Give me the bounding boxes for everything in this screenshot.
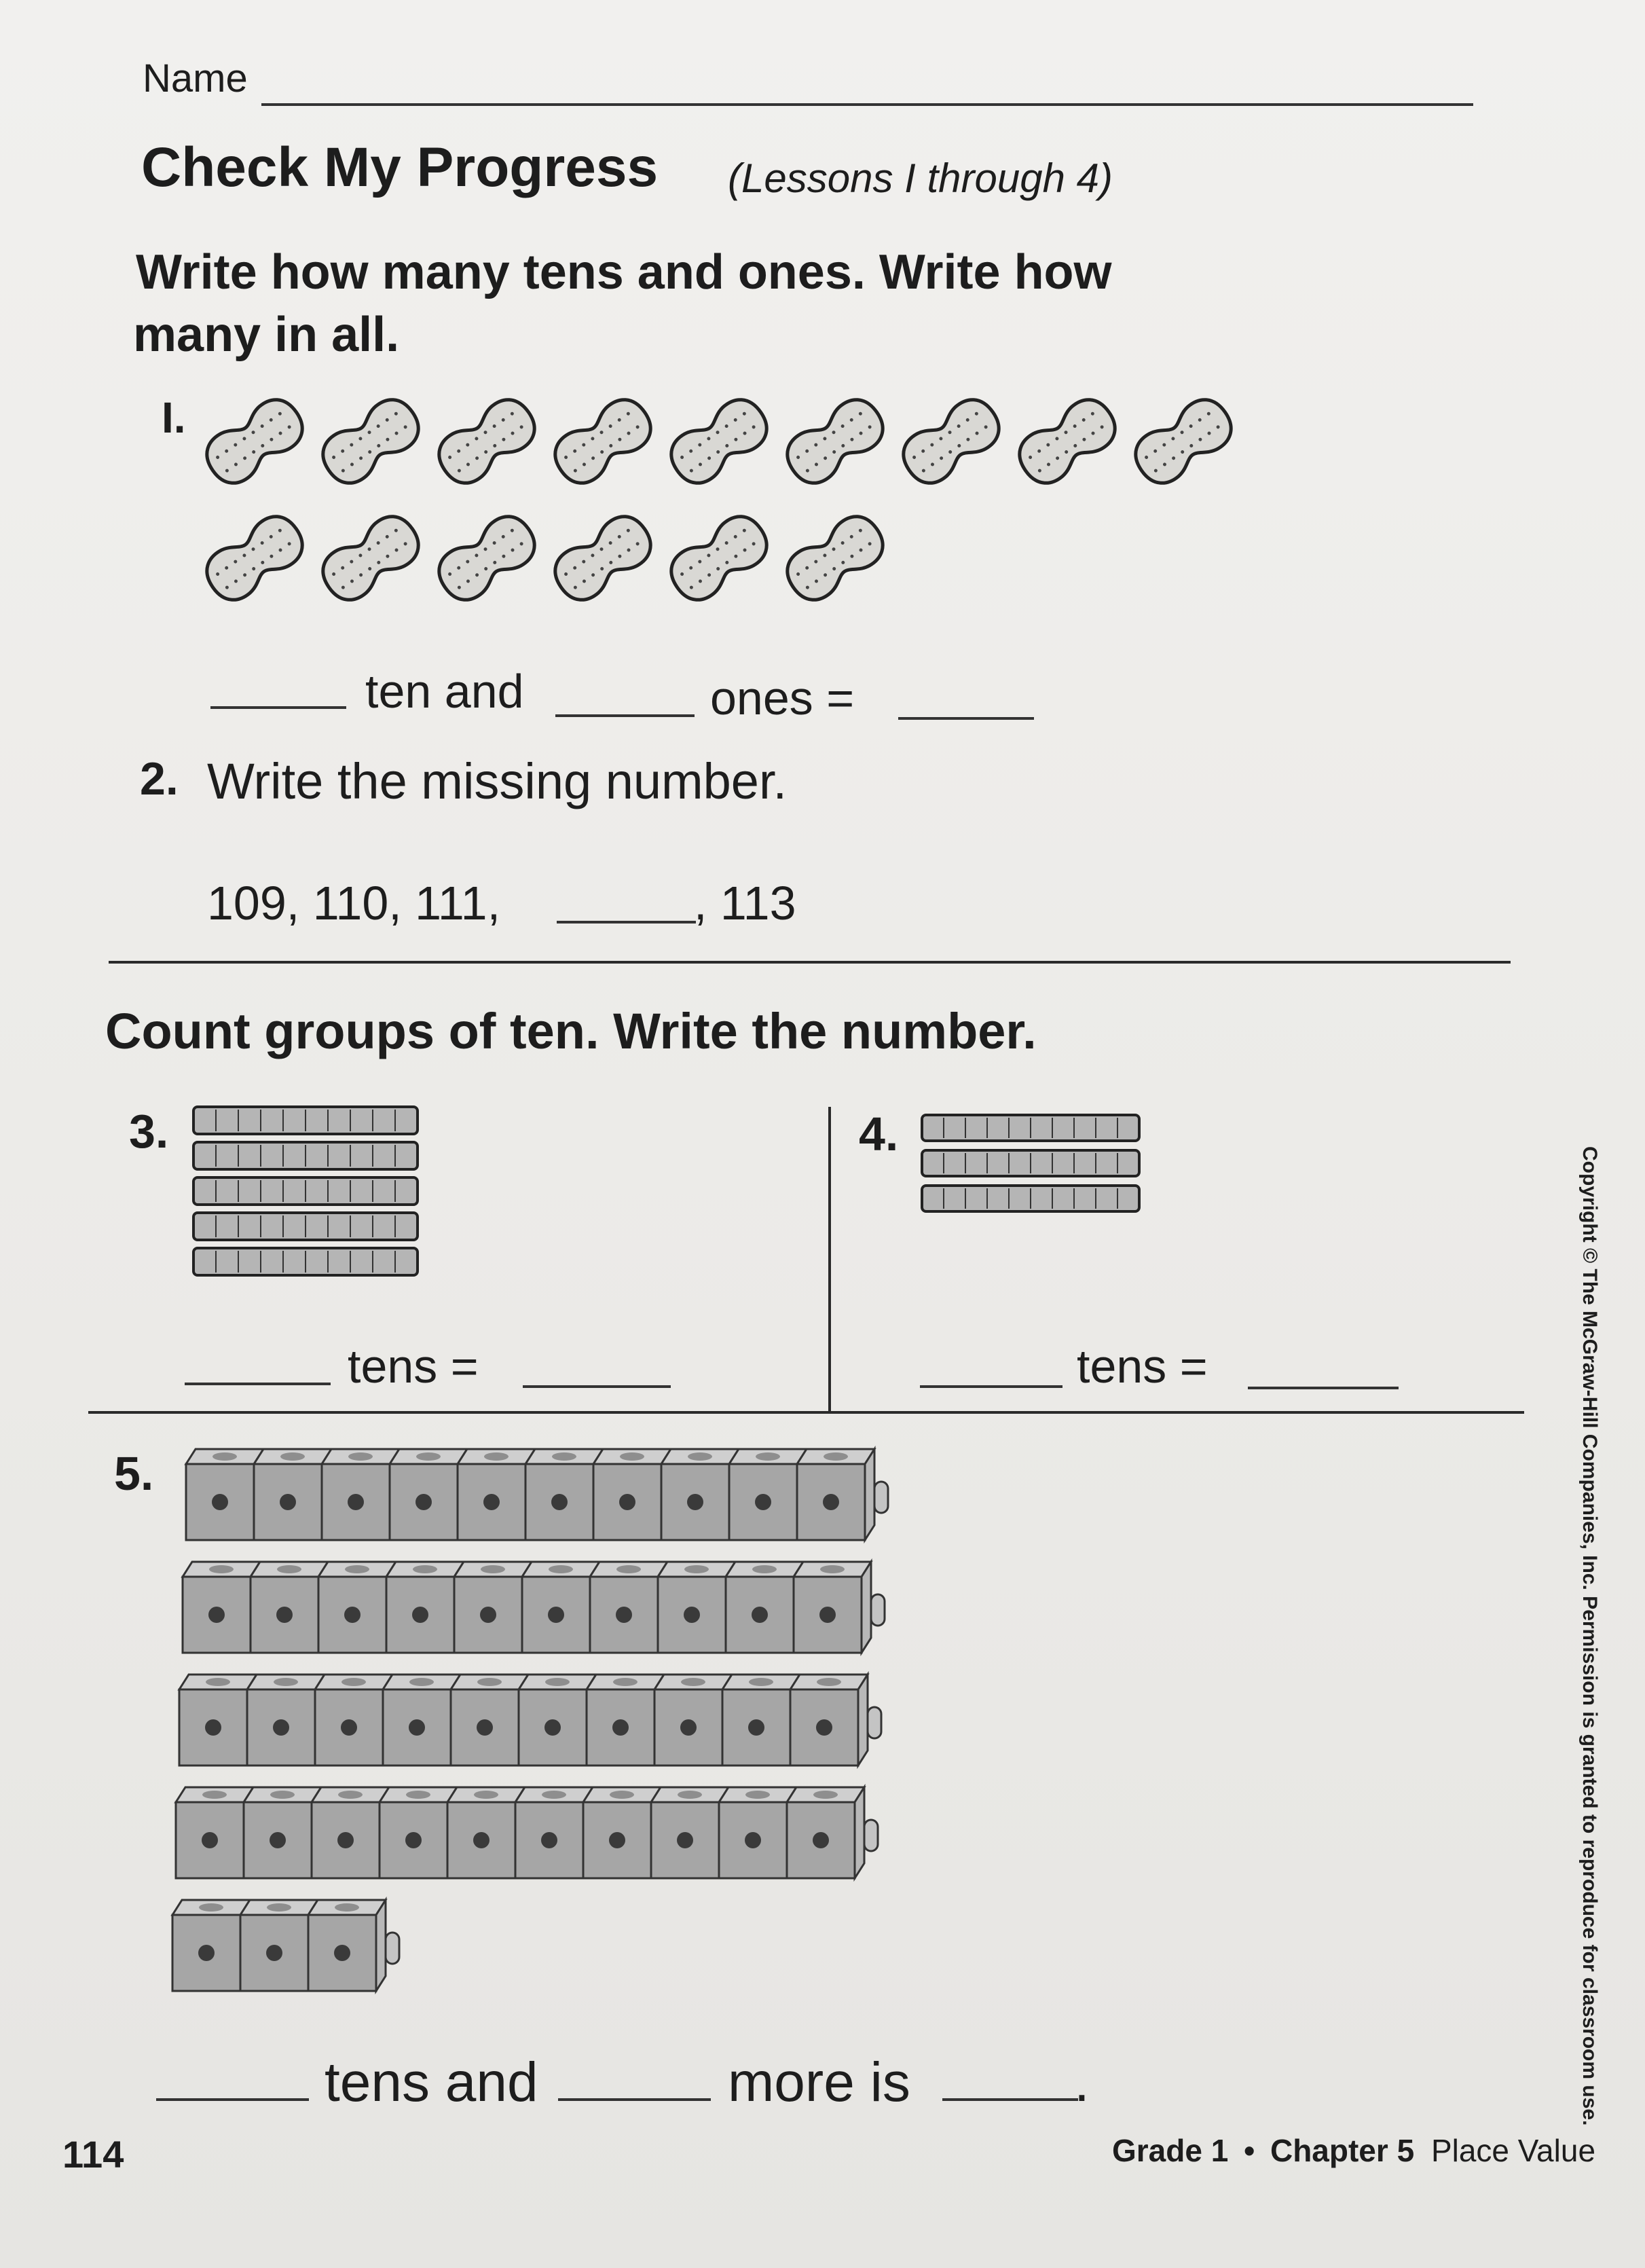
name-field-line[interactable] (261, 103, 1473, 106)
problem-5-tens-and: tens and (325, 2051, 538, 2113)
connecting-cube (244, 1787, 321, 1878)
peanut-icon (895, 391, 1008, 492)
peanut-icon (547, 391, 660, 492)
connecting-cube (451, 1675, 528, 1766)
connecting-cube (240, 1900, 318, 1991)
footer-grade: Grade 1 (1112, 2133, 1229, 2168)
connecting-cube (590, 1562, 667, 1653)
footer-chapter: Chapter 5 (1270, 2133, 1415, 2168)
problem-2-sequence-end: , 113 (694, 877, 796, 930)
connecting-cube (454, 1562, 532, 1653)
problem-1-ones-equals: ones = (710, 672, 855, 725)
problem-1-ten-and: ten and (365, 665, 524, 718)
section-divider-1 (109, 961, 1511, 964)
page-title: Check My Progress (141, 136, 659, 198)
connecting-cube (794, 1562, 885, 1653)
problem-3-4-divider (828, 1107, 831, 1412)
ten-rod (193, 1248, 418, 1275)
peanut-group (204, 387, 1290, 632)
connecting-cube (790, 1675, 881, 1766)
connecting-cube (729, 1449, 807, 1540)
connecting-cube (661, 1449, 739, 1540)
ten-rod (193, 1177, 418, 1205)
page-number: 114 (62, 2133, 124, 2176)
connecting-cube (651, 1787, 728, 1878)
connecting-cube (587, 1675, 664, 1766)
ten-rod (193, 1107, 418, 1134)
connecting-cube (322, 1449, 399, 1540)
connecting-cube (308, 1900, 399, 1991)
connecting-cube (312, 1787, 389, 1878)
lessons-range: (Lessons I through 4) (728, 156, 1113, 201)
connecting-cube (254, 1449, 331, 1540)
ten-rod (922, 1150, 1139, 1176)
connecting-cube (318, 1562, 396, 1653)
instructions-line2: many in all. (133, 308, 400, 362)
section-2-instructions: Count groups of ten. Write the number. (105, 1003, 1037, 1059)
connecting-cube (583, 1787, 661, 1878)
peanut-icon (663, 508, 776, 609)
peanut-icon (314, 391, 428, 492)
connecting-cube (179, 1675, 257, 1766)
connecting-cube (797, 1449, 888, 1540)
connecting-cube (787, 1787, 878, 1878)
connecting-cube (386, 1562, 464, 1653)
peanut-icon (314, 508, 428, 609)
name-label: Name (143, 56, 248, 100)
connecting-cube (722, 1675, 800, 1766)
peanut-icon (198, 508, 312, 609)
ten-rod (922, 1115, 1139, 1141)
ten-rod (193, 1142, 418, 1169)
problem-4-total-blank[interactable] (1248, 1387, 1399, 1389)
section-divider-2 (88, 1411, 1524, 1414)
peanut-icon (779, 508, 892, 609)
problem-4-number: 4. (859, 1108, 899, 1160)
problem-5-cube-trains (170, 1440, 950, 2017)
problem-3-tens-blank[interactable] (185, 1383, 331, 1385)
peanut-icon (430, 508, 544, 609)
connecting-cube (458, 1449, 535, 1540)
footer-course (1112, 2132, 1595, 2169)
connecting-cube (515, 1787, 593, 1878)
peanut-icon (663, 391, 776, 492)
connecting-cube (247, 1675, 325, 1766)
footer-bullet: • (1244, 2133, 1255, 2168)
peanut-icon (779, 391, 892, 492)
copyright-notice: Copyright © The McGraw-Hill Companies, Inc. Permission is granted to reproduce for classroom use. (1578, 1146, 1601, 2126)
connecting-cube (726, 1562, 803, 1653)
problem-1-total-blank[interactable] (898, 717, 1034, 720)
problem-5-total-blank[interactable] (942, 2098, 1078, 2101)
connecting-cube (176, 1787, 253, 1878)
problem-2-number: 2. (140, 753, 179, 805)
connecting-cube (654, 1675, 732, 1766)
peanut-icon (198, 391, 312, 492)
problem-2-missing-blank[interactable] (557, 921, 696, 923)
peanut-icon (1011, 391, 1124, 492)
connecting-cube (390, 1449, 467, 1540)
problem-5-more-blank[interactable] (558, 2098, 711, 2101)
connecting-cube (447, 1787, 525, 1878)
problem-4-ten-rods (922, 1115, 1153, 1224)
problem-3-tens-equals: tens = (348, 1340, 479, 1393)
connecting-cube (658, 1562, 735, 1653)
problem-2-prompt: Write the missing number. (207, 753, 788, 809)
connecting-cube (593, 1449, 671, 1540)
peanut-icon (1127, 391, 1240, 492)
instructions-line1: Write how many tens and ones. Write how (136, 245, 1112, 299)
peanut-icon (430, 391, 544, 492)
problem-2-sequence-start: 109, 110, 111, (207, 877, 501, 930)
problem-4-tens-equals: tens = (1077, 1340, 1208, 1393)
problem-5-period: . (1074, 2051, 1090, 2113)
problem-1-number: I. (162, 393, 186, 442)
problem-1-tens-blank[interactable] (210, 706, 346, 709)
connecting-cube (525, 1449, 603, 1540)
problem-3-total-blank[interactable] (523, 1385, 671, 1388)
problem-3-number: 3. (129, 1105, 169, 1158)
problem-5-number: 5. (114, 1447, 154, 1500)
connecting-cube (251, 1562, 328, 1653)
connecting-cube (186, 1449, 263, 1540)
connecting-cube (315, 1675, 392, 1766)
connecting-cube (719, 1787, 796, 1878)
problem-5-tens-blank[interactable] (156, 2098, 309, 2101)
connecting-cube (522, 1562, 599, 1653)
problem-1-ones-blank[interactable] (555, 714, 695, 717)
connecting-cube (519, 1675, 596, 1766)
problem-5-more-is: more is (728, 2051, 910, 2113)
connecting-cube (380, 1787, 457, 1878)
connecting-cube (383, 1675, 460, 1766)
footer-topic: Place Value (1430, 2133, 1596, 2168)
connecting-cube (172, 1900, 250, 1991)
connecting-cube (183, 1562, 260, 1653)
peanut-icon (547, 508, 660, 609)
ten-rod (922, 1186, 1139, 1211)
problem-3-ten-rods (193, 1107, 431, 1290)
ten-rod (193, 1213, 418, 1240)
problem-4-tens-blank[interactable] (920, 1385, 1062, 1388)
